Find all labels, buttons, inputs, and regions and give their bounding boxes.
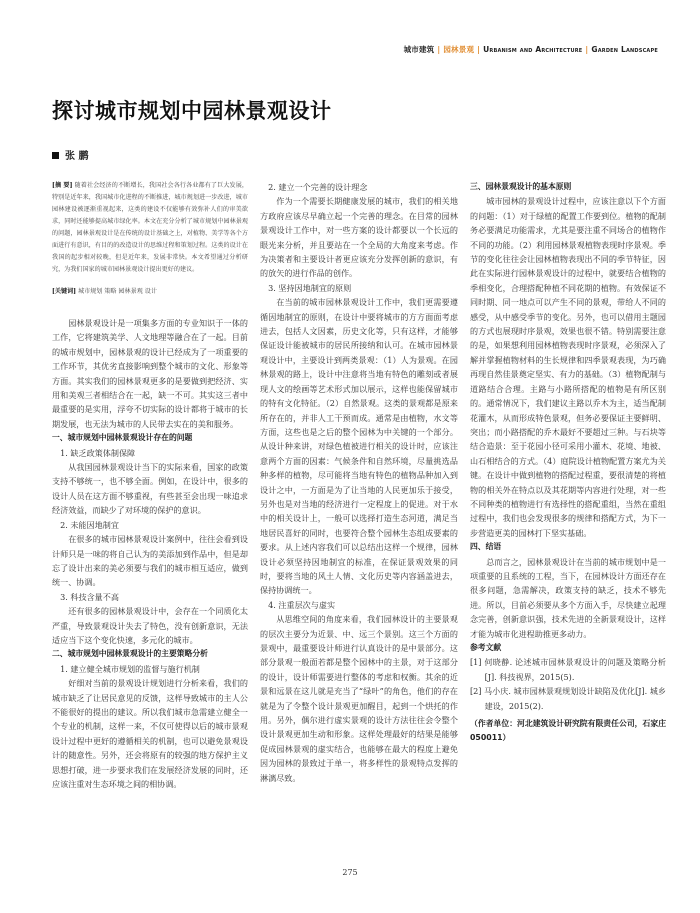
column-2: [260, 180, 458, 850]
subsection-heading-1-2: 2. 未能因地制宜: [60, 519, 119, 530]
section-heading-1: 一、城市规划中园林景观设计存在的问题: [52, 433, 193, 443]
keywords-text: 城市规划 策略 园林景观 设计: [78, 288, 157, 295]
paragraph-1-3: 还有很多的园林景观设计中，会存在一个同质化太严重，导致景观设计失去了特色，没有创新意识，无法适应当下这个变化快速，多元化的城市。: [52, 606, 248, 645]
reference-item: [1] 何晓静. 论述城市园林景观设计的问题及策略分析[J]. 科技视界，2015(5).: [470, 657, 666, 682]
paragraph-2-3: 在当前的城市园林景观设计工作中，我们更需要遵循因地制宜的原则，在设计中要将城市的方方面面考虑进去，包括人文因素，历史文化等，只有这样，才能够保证设计能被城市的居民所接纳和认可。在城市园林景观设计中，主要设计到两类景观：（1）人为景观。在园林景观的路上，设计中注意将当地有特色的雕刻或者展现人文的绘画等艺术形式加以展示，这样也能保留城市的特有文化特征。（2）自然景观。这类的景观都是原来所存在的，并非人工干预而成。通常是由植物，水文等方面，这些也是之后的整个园林为中关键的一个部分。从设计种来讲，对绿色植被进行相关的设计时，应该注意两个方面的因素：气候条件和自然环境，尽量挑选品种多样的植物，尽可能将当地有特色的植物品种加入到设计之中，一方面是为了让当地的人民更加乐于接受，另外也是对当地的经济进行一定程度上的促进。对于水中的相关设计上，一般可以选择打造生态河道，满足当地居民喜好的同时，也要符合整个园林生态组成要素的要求。从上述内容我们可以总结出这样一个规律，园林设计必须坚持因地制宜的标准，在保证景观效果的同时，要将当地的风土人情、文化历史等内容涵盖进去，保持协调统一。: [260, 297, 458, 596]
abstract: [52, 180, 248, 276]
header-separator: |: [437, 45, 441, 54]
section-heading-3: 三、园林景观设计的基本原则: [470, 182, 572, 191]
header-separator: |: [585, 45, 589, 54]
column-1: [52, 180, 248, 852]
paragraph-1-1: 从我国园林景观设计当下的实际来看，国家的政策支持不够统一，也不够全面。例如，在设计中，很多的设计人员在这方面不够重视，有些甚至会出现一味追求经济效益，而缺少了对环境的保护的意识。: [52, 462, 248, 516]
running-header: [404, 44, 658, 55]
intro-paragraph: 园林景观设计是一项集多方面的专业知识于一体的工作，它将建筑美学、人文地理等融合在了一起。目前的城市规划中，园林景观的设计已经成为了一项重要的工作环节，其优劣直接影响到整个城市的文化、形象等方面。其实我们的园林景观更多的是要做到把经济、实用和美观三者相结合在一起，缺一不可。其实这三者中最重要的是实用，浮夸不切实际的设计都将于城市的长期发展，也无法为城市的人民带去实在的美和服务。: [52, 318, 248, 429]
reference-item: [2] 马小庆. 城市园林景观规划设计缺陷及优化[J]. 城乡建设，2015(2).: [470, 686, 666, 711]
paragraph-2-2: 作为一个需要长期健康发展的城市，我们的相关地方政府应该尽早确立起一个完善的理念。在目常的园林景观设计工作中，对一些方案的设计都要以一个长远的眼光来分析，并且要站在一个全局的大角度来考虑。作为决策者和主要设计者更应该充分发挥创新的意识，有的放矢的进行作品的创作。: [260, 196, 458, 279]
header-category-cn-2: 园林景观: [443, 45, 475, 54]
abstract-label: [摘 要]: [52, 182, 73, 189]
subsection-heading-2-3: 3. 坚持因地制宜的原则: [268, 282, 352, 293]
author-name: 张 鹏: [65, 151, 89, 162]
section-heading-4: 四、结语: [470, 542, 502, 552]
abstract-text: 随着社会经济的不断增长，我国社会各行各业都有了巨大发展，特别是近年来，我国城市化进程的不断推进，城市规划进一步改进，城市园林建设被逐渐重视起来，这类的建设不仅能够有效弥补人们的审美欲求，同时还能够提高城市绿化率。本文在充分分析了城市规划中园林景观的问题，园林景观设计是在传统的设计基础之上，对植物、美学等各个方面进行有意识，有目的的改造设计的思维过程和策划过程。这类的设计在我国的起步相对较晚，但是近年来，发展非常快。本文希望通过分析研究，为我们国家的城市园林景观设计提出更好的建议。: [52, 182, 248, 273]
author-line: [52, 147, 88, 162]
article-title: 探讨城市规划中园林景观设计: [52, 99, 332, 123]
page-number: 275: [342, 868, 358, 877]
paragraph-4: 总而言之，园林景观设计在当前的城市规划中是一项重要的且系统的工程，当下，在园林设计方面还存在很多问题，急需解决，政策支持的缺乏，技术不够先进。所以，目前必须要从多个方面入手，尽快建立起理念完善，创新意识强，技术先进的全新景观设计，这样才能为城市化进程助推更多动力。: [470, 556, 666, 639]
column-3: [470, 180, 666, 850]
references-heading: 参考文献: [470, 643, 502, 652]
header-category-en-1: Urbanism and Architecture: [483, 45, 583, 54]
subsection-heading-1-3: 3. 科技含量不高: [60, 591, 119, 602]
author-affiliation: （作者单位：河北建筑设计研究院有限责任公司，石家庄 050011）: [470, 719, 666, 743]
subsection-heading-2-4: 4. 注重层次与虚实: [268, 599, 336, 610]
header-category-cn-1: 城市建筑: [403, 45, 435, 54]
subsection-heading-2-1: 1. 建立健全城市规划的监督与施行机制: [60, 663, 200, 674]
paragraph-3: 城市园林的景观设计过程中，应该注意以下个方面的问题：（1）对于绿植的配置工作要到位。植物的配制务必要满足功能需求，尤其是要注重不同场合的植物作不同的功能。（2）利用园林景观植物表现时序景观。季节的变化往往会让园林植物表现出不同的季节特征，因此在实际进行园林景观设计的过程中，就要结合植物的季相变化，合理搭配种植不同花期的植物。有效保证不同时期、同一地点可以产生不同的景观，带给人不同的感受，从中感受季节的变化。另外，也可以借用主题园的方式也展现时序景观，效果也很不错。特别需要注意的是，如果想利用园林植物表现时序景观，必须深入了解并掌握植物材料的生长规律和四季景观表现，为巧确再现自然佳景奠定坚实、有力的基础。（3）植物配制与道路结合合理。主路与小路所搭配的植物是有所区别的。通常情况下，我们建议主路以乔木为主，适当配制花灌木，从而形成特色景观，但务必要保证主要鲜明、突出；而小路搭配的乔木最好不要超过三种。与石块等结合造景：至于花园小径可采用小灌木、花境、地被、山石相结合的方式。（4）庭院设计植物配置方案尤为关键。在设计中做到植物的搭配过程重，要很清楚的将植物的相关外在特点以及其花期等内容进行处理，对一些不同种类的植物进行有选择性的搭配重组，当然在重组过程中，我们也会发现很多的规律和搭配方式，为下一步营造更美的园林打下坚实基础。: [470, 196, 666, 538]
keywords: [52, 286, 248, 298]
paragraph-2-1: 好细对当前的景观设计规划进行分析来看，我们的城市缺乏了让居民意见的反馈，这样导致城市的主人公不能很好的提出的建议。所以我们城市急需建立健全一个专业的机制，这样一来，不仅可使得以后的城市景观设计过程中更好的遵循相关的机制，也可以避免景观设计的随意性。另外，还会将原有的较强的地方保护主义思想打破，进一步要求我们在发展经济发展的同时，还应该注重对生态环境之间的相协调。: [52, 678, 248, 789]
paragraph-1-2: 在很多的城市园林景观设计案例中，往往会看到设计师只是一味的将自己认为的美添加到作品中，但是却忘了设计出来的美必须要与我们的城市相互适应，做到统一、协调。: [52, 534, 248, 588]
subsection-heading-1-1: 1. 缺乏政策体制保障: [60, 447, 136, 458]
paragraph-2-4: 从思维空间的角度来看，我们园林设计的主要景观的层次主要分为近景、中、远三个景别。这三个方面的景观中，最重要设计师进行认真设计的是中景部分。这部分景观一般面若都是整个园林中的主景，对于这部分的设计，设计师需要进行整体的考虑和权衡。其余的近景和远景在这儿就是充当了“绿叶”的角色，他们的存在就是为了令整个设计景观更加醒目，起到一个烘托的作用。另外，偶尔进行虚实景观的设计方法往往会令整个设计景观更加生动和形象。这样处理最好的结果是能够促成园林景观的虚实结合，也能够在最大的程度上避免因为园林的景致过于单一，将多样性的景观特点发挥的淋漓尽致。: [260, 614, 458, 783]
subsection-heading-2-2: 2. 建立一个完善的设计理念: [268, 182, 368, 192]
square-bullet-icon: [52, 152, 59, 159]
header-category-en-2: Garden Landscape: [591, 45, 658, 54]
header-separator: |: [477, 45, 481, 54]
section-heading-2: 二、城市规划中园林景观设计的主要策略分析: [52, 649, 208, 659]
keywords-label: [关键词]: [52, 288, 77, 295]
